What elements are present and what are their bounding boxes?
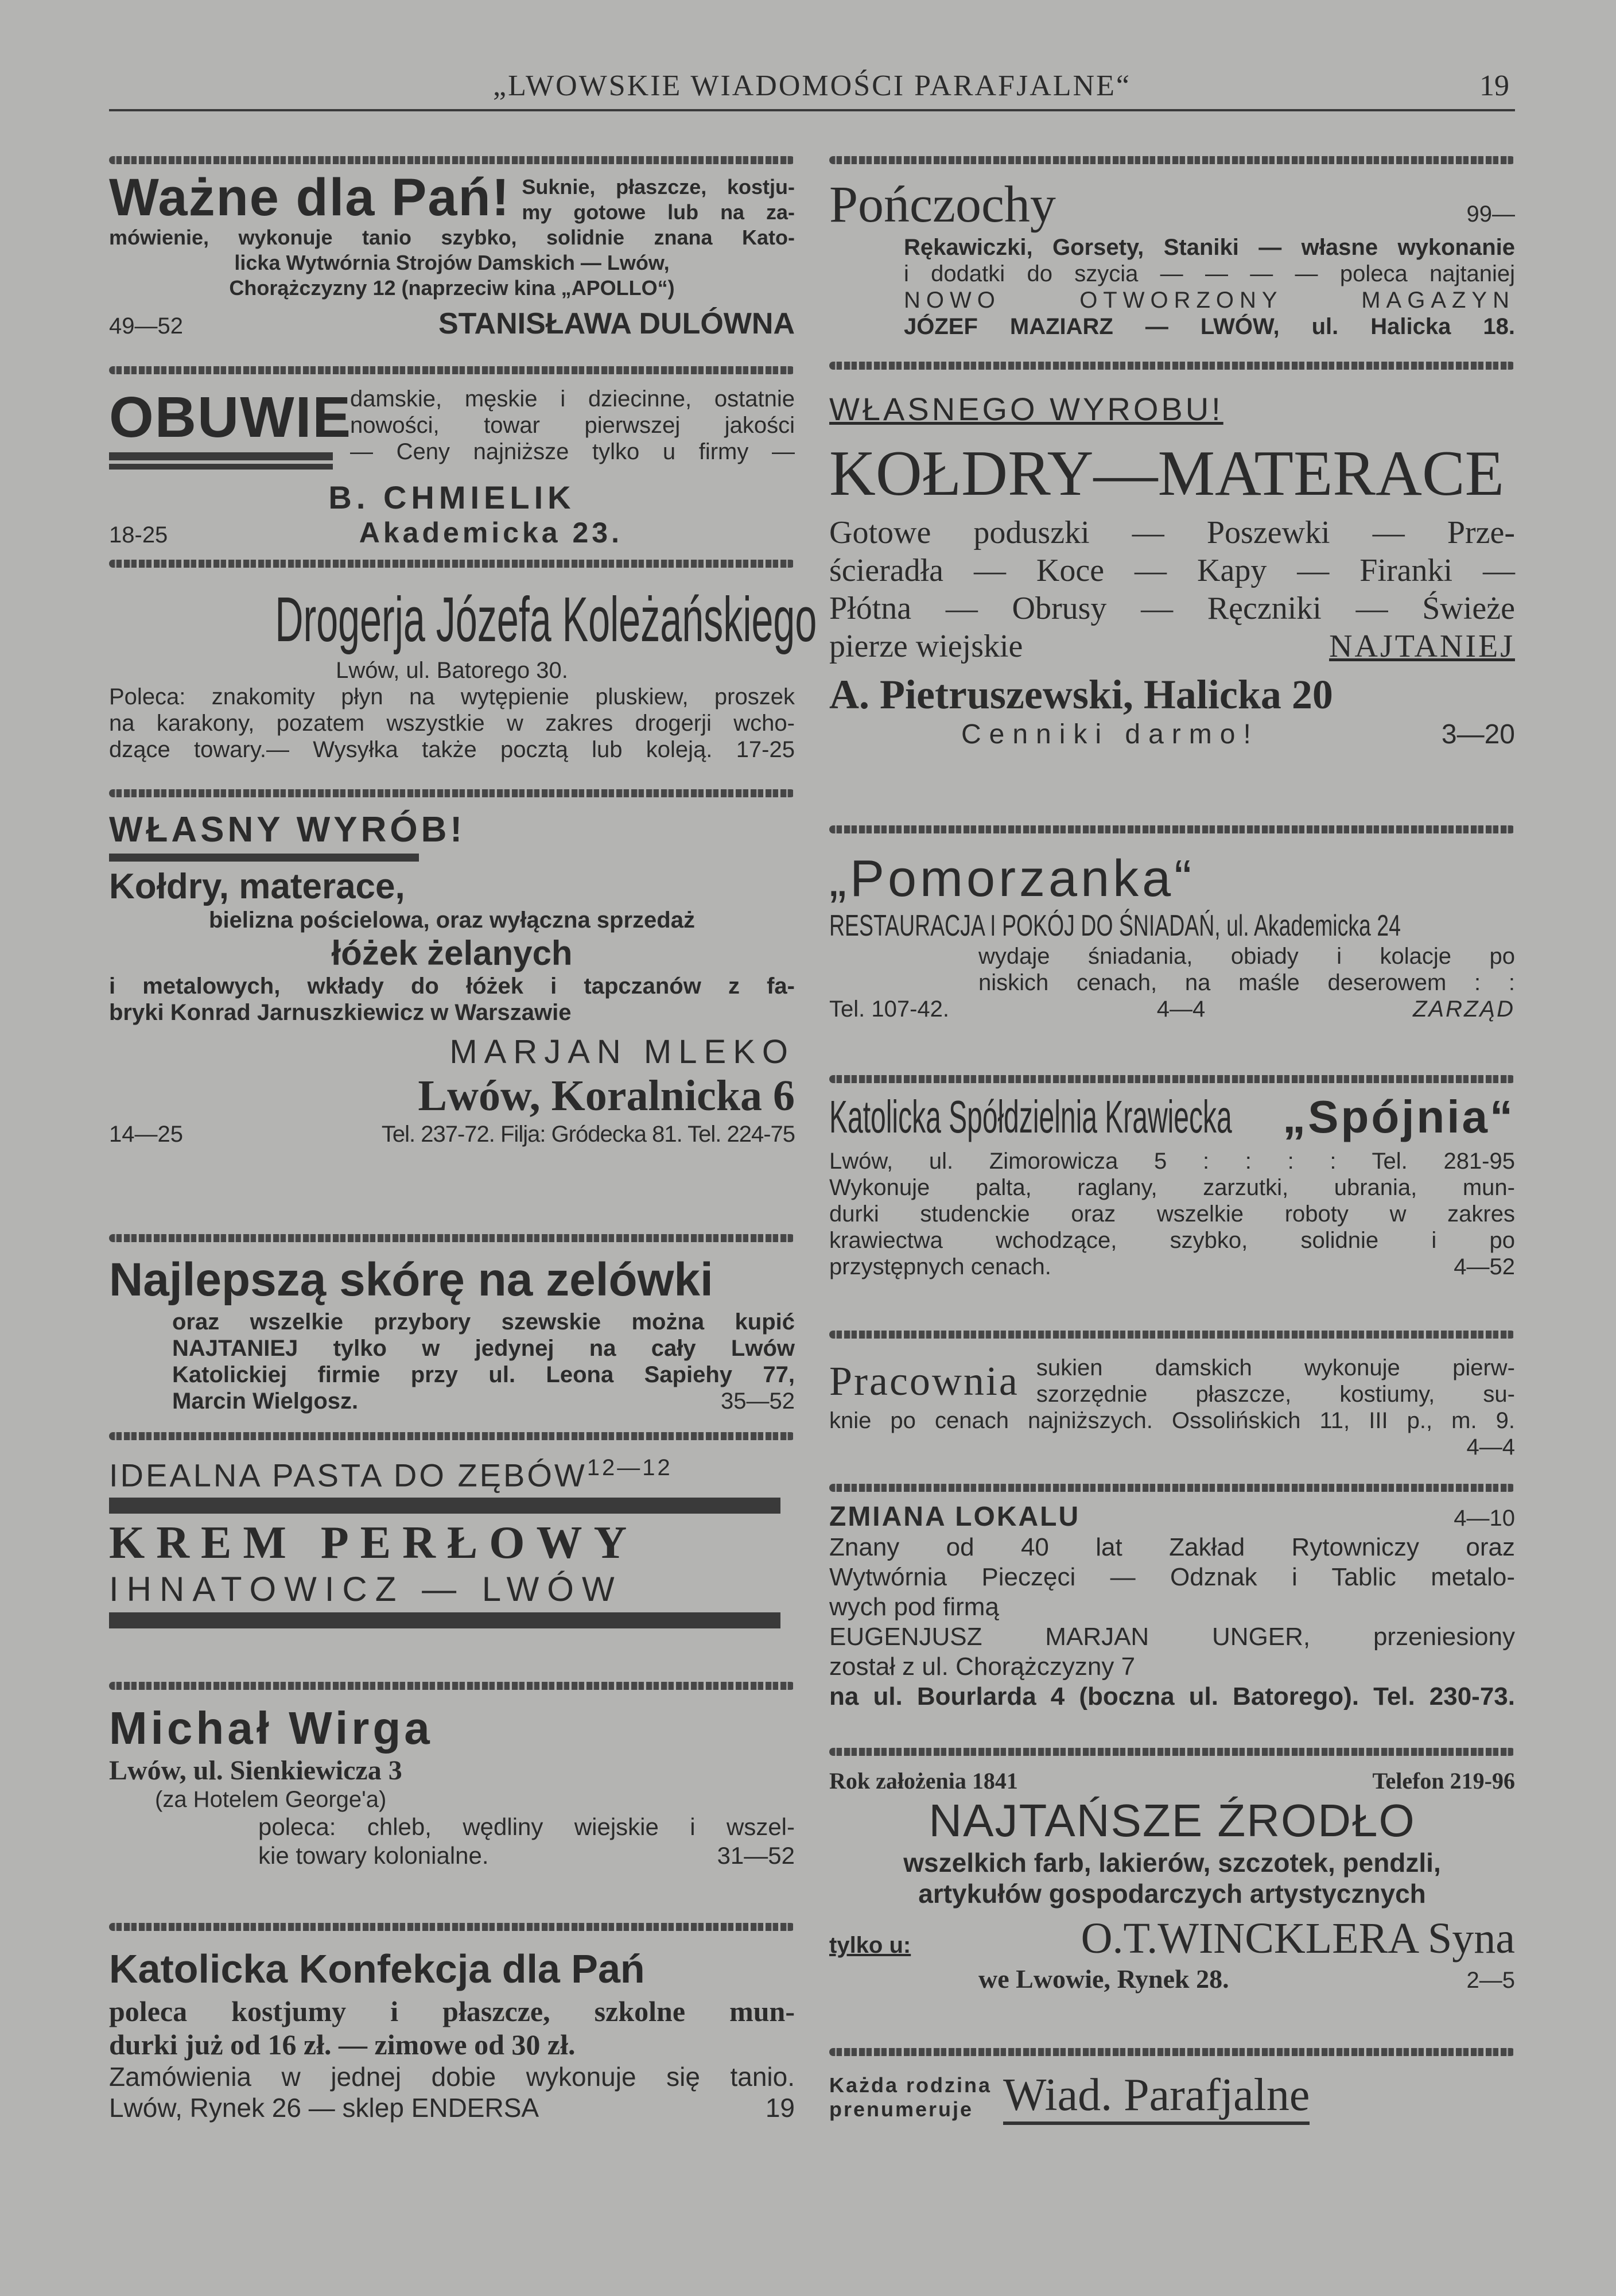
ad-text: licka Wytwórnia Strojów Damskich — Lwów, bbox=[234, 251, 670, 274]
ornament-divider bbox=[109, 789, 795, 797]
ornament-divider bbox=[829, 2048, 1515, 2056]
ad-phone: Tel. 107-42. bbox=[829, 996, 950, 1022]
ad-konfekcja bbox=[109, 1943, 795, 2123]
ad-wirga bbox=[109, 1702, 795, 1870]
ad-wlasny-wyrob bbox=[109, 809, 795, 1147]
ad-text: Cenniki darmo! bbox=[961, 719, 1259, 750]
ad-zmiana-lokalu bbox=[829, 1501, 1515, 1712]
ad-text: krawiectwa wchodzące, szybko, solidnie i po bbox=[829, 1228, 1515, 1253]
ad-signature: A. Pietruszewski, Halicka 20 bbox=[829, 672, 1333, 718]
ad-text: prenumeruje bbox=[829, 2097, 974, 2121]
ad-text: wydaje śniadania, obiady i kolacje po bbox=[978, 944, 1515, 969]
ad-heading: „Spójnia“ bbox=[1283, 1091, 1515, 1142]
ad-heading: OBUWIE bbox=[109, 385, 352, 449]
ad-heading: ZMIANA LOKALU bbox=[829, 1502, 1081, 1532]
ad-heading: NAJTAŃSZE ŹRODŁO bbox=[929, 1795, 1416, 1846]
ad-text: Suknie, płaszcze, kostju- bbox=[522, 175, 795, 199]
ad-signature: ZARZĄD bbox=[1413, 996, 1515, 1022]
ad-ponczochy bbox=[829, 175, 1515, 340]
ad-text: knie po cenach najniższych. Ossolińskich 11, III p., m. 9. bbox=[829, 1408, 1515, 1433]
ad-text: wszelkich farb, lakierów, szczotek, pendzli, bbox=[903, 1848, 1441, 1878]
ad-text: RESTAURACJA I POKÓJ DO ŚNIADAŃ, ul. Akademicka 24 bbox=[829, 909, 1401, 943]
ad-text: został z ul. Chorążczyzny 7 bbox=[829, 1653, 1136, 1681]
ad-text: NAJTANIEJ bbox=[1329, 629, 1515, 664]
ornament-divider bbox=[829, 1748, 1515, 1756]
ad-text: szorzędnie płaszcze, kostiumy, su- bbox=[1036, 1382, 1515, 1407]
ad-address: Lwów, ul. Zimorowicza 5 : : : : Tel. 281-95 bbox=[829, 1149, 1515, 1174]
ad-number: 31—52 bbox=[717, 1842, 795, 1869]
ad-heading: Najlepszą skórę na zelówki bbox=[109, 1254, 713, 1306]
ad-signature: O.T.WINCKLERA Syna bbox=[1081, 1914, 1515, 1963]
ad-number: 49—52 bbox=[109, 313, 183, 339]
ad-heading: Pracownia bbox=[829, 1358, 1019, 1404]
ad-text: Katolickiej firmie przy ul. Leona Sapiehy 77, bbox=[172, 1362, 795, 1387]
ad-text: i dodatki do szycia — — — — poleca najtaniej bbox=[904, 261, 1515, 286]
ornament-divider bbox=[829, 1331, 1515, 1339]
ornament-divider bbox=[109, 1923, 795, 1931]
ad-skora bbox=[109, 1251, 795, 1414]
ad-text: łóżek żelanych bbox=[331, 934, 573, 972]
ad-number: 4—10 bbox=[1454, 1506, 1515, 1531]
ad-number: 4—4 bbox=[1466, 1434, 1515, 1460]
ad-address: Lwów, ul. Sienkiewicza 3 bbox=[109, 1755, 402, 1786]
ad-text: bryki Konrad Jarnuszkiewicz w Warszawie bbox=[109, 1000, 572, 1025]
ad-text: artykułów gospodarczych artystycznych bbox=[918, 1879, 1426, 1909]
ad-heading: KOŁDRY—MATERACE bbox=[829, 438, 1505, 509]
ad-address: Lwów, Rynek 26 — sklep ENDERSA bbox=[109, 2093, 539, 2123]
ad-heading: Wiad. Parafjalne bbox=[1003, 2069, 1310, 2125]
publication-title: „LWOWSKIE WIADOMOŚCI PARAFJALNE“ bbox=[493, 69, 1131, 102]
ornament-divider bbox=[109, 1682, 795, 1690]
ad-text: na karakony, pozatem wszystkie w zakres drogerji wcho- bbox=[109, 711, 795, 736]
ad-signature: STANISŁAWA DULÓWNA bbox=[438, 307, 795, 340]
ad-number: 19 bbox=[765, 2093, 795, 2123]
ad-text: nowości, towar pierwszej jakości bbox=[350, 413, 795, 438]
page-number: 19 bbox=[1479, 69, 1509, 102]
ad-text: kie towary kolonialne. bbox=[258, 1842, 489, 1869]
ad-pracownia bbox=[829, 1355, 1515, 1460]
ad-text: Poleca: znakomity płyn na wytępienie pluskiew, proszek bbox=[109, 684, 795, 709]
ornament-divider bbox=[829, 1484, 1515, 1492]
ad-text: przystępnych cenach. bbox=[829, 1254, 1051, 1279]
ad-text: sukien damskich wykonuje pierw- bbox=[1036, 1355, 1515, 1380]
ad-text: my gotowe lub na za- bbox=[522, 200, 795, 224]
ad-text: EUGENJUSZ MARJAN UNGER, przeniesiony bbox=[829, 1623, 1515, 1651]
ad-heading: Ważne dla Pań! bbox=[109, 168, 511, 227]
ad-text: durki studenckie oraz wszelkie roboty w zakres bbox=[829, 1201, 1515, 1227]
ad-text: NOWO OTWORZONY MAGAZYN bbox=[904, 288, 1515, 313]
ad-text: ścieradła — Koce — Kapy — Firanki — bbox=[829, 553, 1515, 588]
ad-text: WŁASNEGO WYROBU! bbox=[829, 391, 1223, 427]
ad-text: Rękawiczki, Gorsety, Staniki — własne wykonanie bbox=[904, 235, 1515, 260]
ad-heading: KREM PERŁOWY bbox=[109, 1517, 639, 1568]
ad-wazne-dla-pan bbox=[109, 170, 795, 343]
ad-text: Kołdry, materace, bbox=[109, 867, 405, 906]
ad-address: Lwów, ul. Batorego 30. bbox=[336, 658, 568, 683]
ornament-divider bbox=[829, 825, 1515, 833]
ad-heading: Drogerja Józefa Koleżańskiego bbox=[275, 584, 817, 655]
ornament-divider bbox=[109, 1234, 795, 1242]
ad-text: NAJTANIEJ tylko w jedynej na cały Lwów bbox=[172, 1336, 795, 1361]
ad-heading: IDEALNA PASTA DO ZĘBÓW bbox=[109, 1457, 587, 1494]
ad-number: 99— bbox=[1466, 201, 1515, 227]
ad-text: i metalowych, wkłady do łóżek i tapczanów z fa- bbox=[109, 974, 795, 999]
ornament-divider bbox=[829, 156, 1515, 164]
ad-phone: Telefon 219-96 bbox=[1372, 1768, 1515, 1794]
ad-number: 18-25 bbox=[109, 522, 168, 548]
ad-number: 4—4 bbox=[1156, 996, 1206, 1022]
ad-prenumerata bbox=[829, 2069, 1515, 2125]
ornament-divider bbox=[109, 1432, 795, 1440]
ad-text: dzące towary.— Wysyłka także pocztą lub koleją. 17-25 bbox=[109, 737, 795, 762]
ad-text: (za Hotelem George'a) bbox=[155, 1787, 387, 1812]
ad-address: na ul. Bourlarda 4 (boczna ul. Batorego). Tel. 230-73. bbox=[829, 1682, 1515, 1711]
ad-text: bielizna pościelowa, oraz wyłączna sprzedaż bbox=[209, 907, 695, 933]
ad-signature: MARJAN MLEKO bbox=[449, 1033, 795, 1071]
ad-heading: Pończochy bbox=[829, 176, 1056, 233]
ad-signature: B. CHMIELIK bbox=[328, 479, 576, 515]
ad-text: Wytwórnia Pieczęci — Odznak i Tablic metalo- bbox=[829, 1563, 1515, 1591]
ad-text: — Ceny najniższe tylko u firmy — bbox=[350, 439, 795, 464]
ad-number: 12—12 bbox=[586, 1455, 673, 1480]
ornament-divider bbox=[109, 560, 795, 568]
ad-text: Gotowe poduszki — Poszewki — Prze- bbox=[829, 515, 1515, 550]
ornament-divider bbox=[109, 366, 795, 374]
ad-text: Znany od 40 lat Zakład Rytowniczy oraz bbox=[829, 1533, 1515, 1561]
ad-text: IHNATOWICZ — LWÓW bbox=[109, 1569, 623, 1608]
ad-text: poleca: chleb, wędliny wiejskie i wszel- bbox=[258, 1813, 795, 1840]
ad-drogerja bbox=[109, 583, 817, 763]
ad-heading: Katolicka Spółdzielnia Krawiecka bbox=[829, 1091, 1232, 1142]
ad-address: Akademicka 23. bbox=[359, 517, 623, 549]
ornament-divider bbox=[829, 362, 1515, 370]
ad-heading: „Pomorzanka“ bbox=[829, 850, 1195, 907]
ad-address: Lwów, Koralnicka 6 bbox=[418, 1072, 795, 1120]
page-header bbox=[109, 69, 1515, 111]
ad-text: niskich cenach, na maśle deserowem : : bbox=[978, 970, 1515, 995]
ornament-divider bbox=[109, 156, 795, 164]
ornament-divider bbox=[829, 1075, 1515, 1083]
ad-text: Płótna — Obrusy — Ręczniki — Świeże bbox=[829, 591, 1515, 626]
ad-text: durki już od 16 zł. — zimowe od 30 zł. bbox=[109, 2029, 576, 2061]
ad-text: tylko u: bbox=[829, 1933, 911, 1958]
ad-heading: Michał Wirga bbox=[109, 1702, 433, 1754]
ad-number: 3—20 bbox=[1441, 719, 1515, 750]
ad-spojnia bbox=[829, 1091, 1515, 1280]
ad-koldry-materace bbox=[829, 390, 1515, 750]
ad-text: pierze wiejskie bbox=[829, 629, 1023, 664]
ad-number: 14—25 bbox=[109, 1122, 183, 1147]
ad-heading: Katolicka Konfekcja dla Pań bbox=[109, 1946, 645, 1991]
ad-winckler bbox=[829, 1768, 1515, 1994]
ad-phone: Tel. 237-72. Filja: Gródecka 81. Tel. 224-75 bbox=[381, 1122, 795, 1147]
ad-heading: WŁASNY WYRÓB! bbox=[109, 810, 466, 850]
ad-text: Wykonuje palta, raglany, zarzutki, ubrania, mun- bbox=[829, 1175, 1515, 1200]
ad-obuwie bbox=[109, 386, 795, 549]
ad-text: wych pod firmą bbox=[829, 1593, 999, 1621]
ad-number: 4—52 bbox=[1454, 1254, 1515, 1279]
ad-pomorzanka bbox=[829, 850, 1515, 1022]
ad-pasta bbox=[109, 1455, 795, 1632]
ad-text: Rok założenia 1841 bbox=[829, 1768, 1018, 1794]
ad-text: Każda rodzina bbox=[829, 2073, 992, 2097]
ad-text: oraz wszelkie przybory szewskie można kupić bbox=[172, 1309, 795, 1335]
ad-text: Zamówienia w jednej dobie wykonuje się tanio. bbox=[109, 2062, 795, 2092]
ad-number: 2—5 bbox=[1466, 1968, 1515, 1993]
ad-text: Marcin Wielgosz. bbox=[172, 1389, 359, 1414]
ad-text: poleca kostjumy i płaszcze, szkolne mun- bbox=[109, 1995, 795, 2027]
ad-text: damskie, męskie i dziecinne, ostatnie bbox=[350, 386, 795, 412]
ad-address: we Lwowie, Rynek 28. bbox=[978, 1964, 1229, 1994]
ad-text: mówienie, wykonuje tanio szybko, solidnie znana Kato- bbox=[109, 226, 795, 249]
ad-number: 35—52 bbox=[721, 1389, 795, 1414]
ad-text: JÓZEF MAZIARZ — LWÓW, ul. Halicka 18. bbox=[904, 314, 1515, 339]
ad-text: Chorążczyzny 12 (naprzeciw kina „APOLLO“) bbox=[229, 276, 675, 300]
